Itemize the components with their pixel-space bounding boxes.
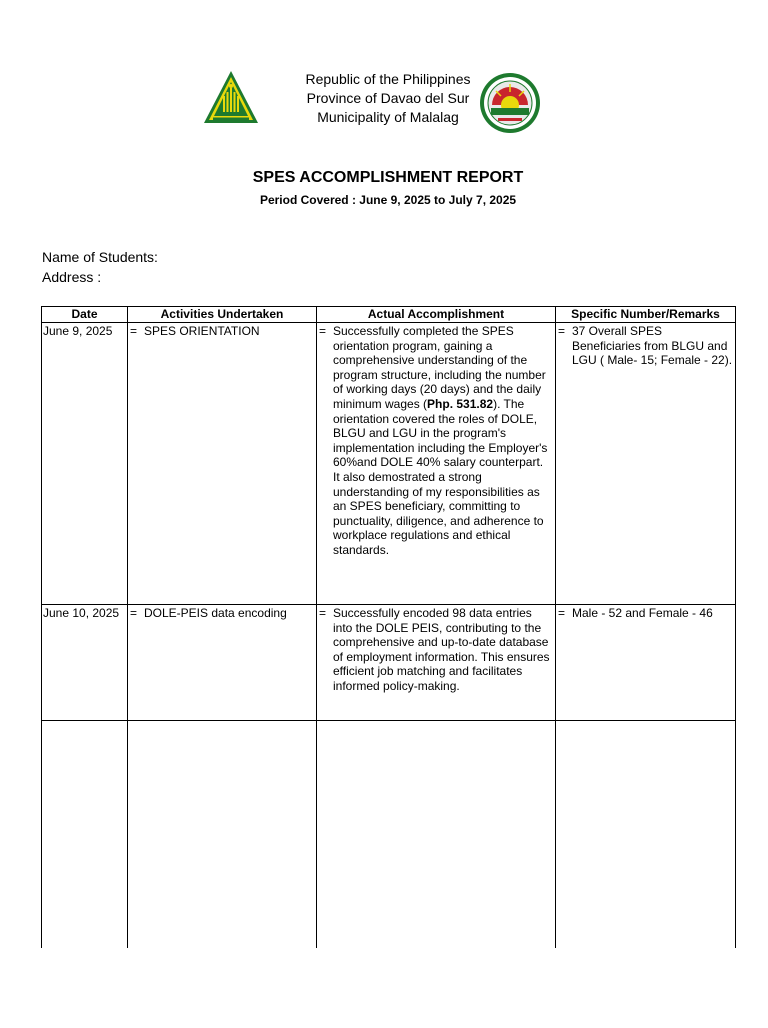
row-accomplishment: = Successfully encoded 98 data entries into the DOLE PEIS, contributing to the comprehensive and up-to-date database of employment information. This ensures efficient job matching and facilitates informed policy-making.: [317, 605, 556, 721]
table-header-row: [42, 307, 736, 323]
empty-cell: [317, 721, 556, 950]
header-remarks: Specific Number/Remarks: [556, 307, 736, 323]
row-remarks: = Male - 52 and Female - 46: [556, 605, 736, 721]
empty-cell: [42, 721, 128, 950]
letterhead: [0, 70, 768, 130]
row-activity: = DOLE-PEIS data encoding: [128, 605, 317, 721]
gov-line-province: Province of Davao del Sur: [306, 90, 470, 106]
row-remarks: = 37 Overall SPES Beneficiaries from BLGU and LGU ( Male- 15; Female - 22).: [556, 323, 736, 605]
empty-cell: [556, 721, 736, 950]
header-activities: Activities Undertaken: [128, 307, 317, 323]
municipal-seal-triangle-icon: [203, 70, 259, 124]
accomplishment-table: [41, 306, 736, 949]
gov-line-country: Republic of the Philippines: [305, 71, 471, 87]
government-heading: [288, 70, 488, 127]
row-activity: = SPES ORIENTATION: [128, 323, 317, 605]
period-covered: Period Covered : June 9, 2025 to July 7, 2025: [259, 193, 517, 207]
address-label: Address :: [42, 269, 102, 285]
row-date: June 10, 2025: [42, 605, 128, 721]
empty-cell: [128, 721, 317, 950]
header-accomplishment: Actual Accomplishment: [317, 307, 556, 323]
table-row-empty: [42, 721, 736, 950]
daily-wage-amount: Php. 531.82: [427, 396, 494, 411]
row-date: June 9, 2025: [42, 323, 128, 605]
gov-line-municipality: Municipality of Malalag: [317, 109, 459, 125]
page-bottom-blank: [0, 948, 768, 1028]
table-row: [42, 323, 736, 605]
table-row: [42, 605, 736, 721]
row-accomplishment: = Successfully completed the SPES orientation program, gaining a comprehensive understanding of the program structure, including the number of working days (20 days) and the daily minimum wages (Php. 531.82). The orientation covered the roles of DOLE, BLGU and LGU in the program's implementation including the Employer's 60%and DOLE 40% salary counterpart. It also demostrated a strong understanding of my responsibilities as an SPES beneficiary, committing to punctuality, diligence, and adherence to workplace regulations and ethical standards.: [317, 323, 556, 605]
province-seal-circle-icon: [479, 72, 541, 134]
name-of-students-label: Name of Students:: [42, 249, 158, 265]
header-date: Date: [42, 307, 128, 323]
report-title: SPES ACCOMPLISHMENT REPORT: [252, 169, 524, 186]
